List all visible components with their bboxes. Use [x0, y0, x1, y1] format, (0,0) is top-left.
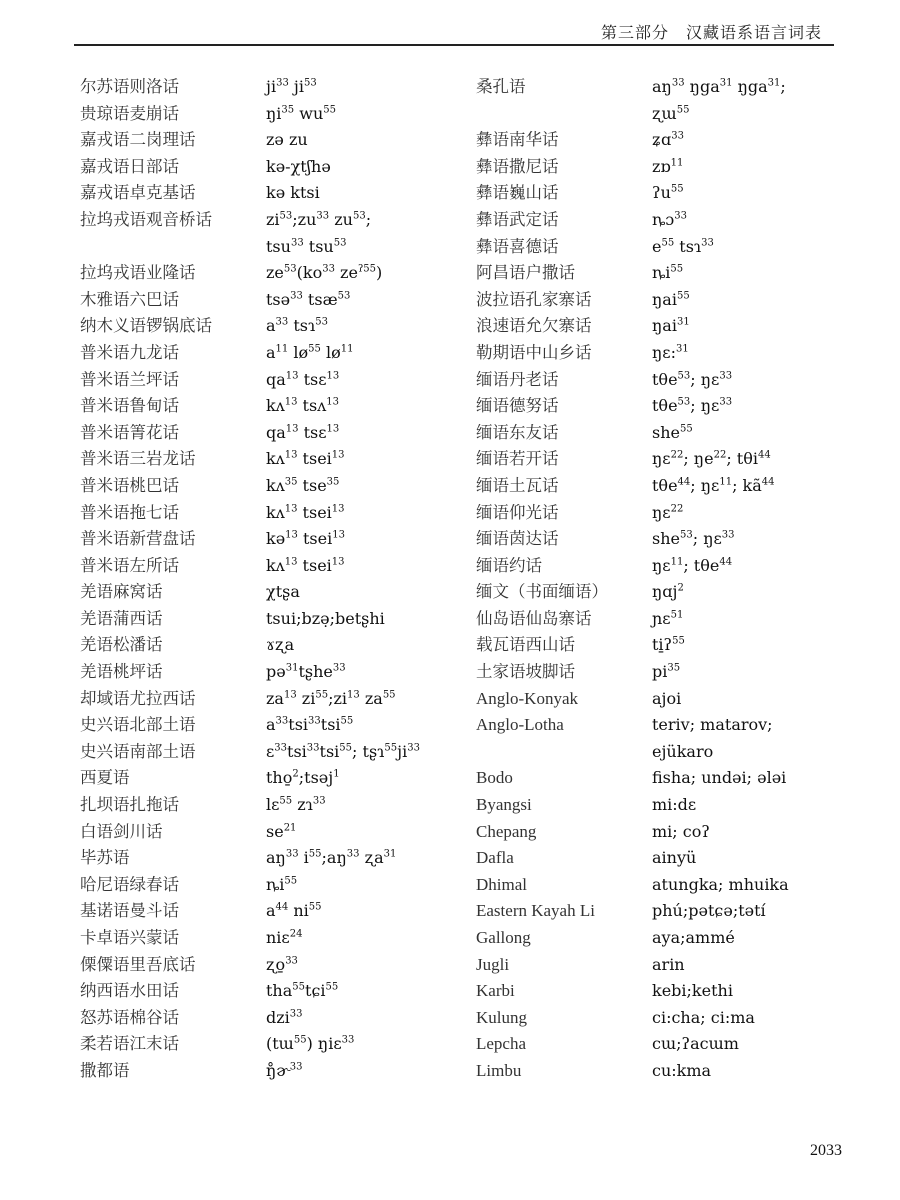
- word-form: ɛ$^{33}$tsi$^{33}$tsi$^{55}$; $tʂɿ^{55}ji^{33}$: [266, 741, 420, 761]
- word-form: kʌ$^{13}$ tsei$^{13}$: [266, 502, 345, 522]
- word-form: fisha; undəi; ələi: [652, 768, 787, 788]
- language-name: Lepcha: [476, 1034, 527, 1054]
- word-form: ȵɔ$^{33}$: [652, 209, 687, 229]
- word-form: zə zu: [266, 130, 308, 150]
- language-name: 普米语九龙话: [80, 342, 179, 362]
- word-form: $ȵi^{55}$: [266, 874, 298, 894]
- word-form: $aŋ^{33}$ ŋga$^{31}$ ŋga$^{31}$;: [652, 77, 786, 96]
- word-form: mi:dɛ: [652, 795, 697, 815]
- word-form: tsui;bzə̣;betʂhi: [266, 608, 385, 628]
- word-form: ŋɛ:$^{31}$: [652, 342, 689, 362]
- word-form: pə$^{31}$tʂhe$^{33}$: [266, 662, 346, 682]
- word-form: $aŋ^{33}$ $i^{55};aŋ^{33}$ ʐa$^{31}$: [266, 848, 397, 868]
- language-name: 羌语蒲西话: [80, 608, 163, 628]
- word-form: dzi$^{33}$: [266, 1007, 303, 1027]
- language-name: 载瓦语西山话: [476, 635, 575, 655]
- language-name: 缅语土瓦话: [476, 475, 559, 495]
- language-name: 彝语武定话: [476, 209, 559, 229]
- language-name: 普米语兰坪话: [80, 369, 179, 389]
- word-form: ŋai$^{31}$: [652, 316, 690, 336]
- language-name: 阿昌语户撒话: [476, 263, 575, 283]
- word-form: $a^{11}$ $lø^{55}$ $lø^{11}$: [266, 342, 354, 362]
- language-name: Anglo-Lotha: [476, 715, 564, 735]
- language-name: Chepang: [476, 821, 537, 841]
- language-name: Eastern Kayah Li: [476, 901, 595, 921]
- language-name: Byangsi: [476, 795, 532, 815]
- language-name: 缅语约话: [476, 555, 542, 575]
- word-form: ainyü: [652, 848, 697, 868]
- word-form: $a^{33}tsi^{33}tsi^{55}$: [266, 715, 354, 735]
- word-form: ŋɛ$^{11}$; tθe$^{44}$: [652, 555, 733, 575]
- language-name: 缅文（书面缅语）: [476, 582, 608, 602]
- language-name: Bodo: [476, 768, 513, 788]
- word-form: kə-χtʃhə: [266, 156, 331, 176]
- language-name: 柔若语江末话: [80, 1034, 179, 1054]
- language-name: 波拉语孔家寨话: [476, 289, 592, 309]
- word-form: ŋɛ$^{22}$: [652, 502, 684, 522]
- word-form: $e^{55}$ tsɿ$^{33}$: [652, 236, 714, 256]
- word-form: arin: [652, 954, 685, 974]
- language-name: 扎坝语扎拖话: [80, 795, 179, 815]
- language-name: 纳西语水田话: [80, 981, 179, 1001]
- language-name: Anglo-Konyak: [476, 688, 578, 708]
- word-form: (tɯ$^{55}$) ŋiɛ$^{33}$: [266, 1034, 355, 1054]
- language-name: 彝语南华话: [476, 130, 559, 150]
- word-form: $qa^{13}$ tsɛ$^{13}$: [266, 369, 340, 389]
- language-name: Dhimal: [476, 874, 527, 894]
- word-form: kə$^{13}$ tsei$^{13}$: [266, 529, 345, 549]
- word-form: $a^{44}$ $ni^{55}$: [266, 901, 322, 921]
- word-form: $se^{21}$: [266, 821, 297, 841]
- running-header: 第三部分 汉藏语系语言词表: [600, 23, 822, 42]
- word-form: $ze^{53}(ko^{33}$ $ze^{ʔ55}$): [266, 263, 383, 283]
- language-name: 勒期语中山乡话: [476, 342, 592, 362]
- word-form: tθe$^{53}$; ŋɛ$^{33}$: [652, 396, 733, 416]
- language-name: 普米语左所话: [80, 555, 179, 575]
- word-form: kʌ$^{13}$ tsei$^{13}$: [266, 555, 345, 575]
- word-form: ʐo̱$^{33}$: [266, 954, 298, 974]
- word-form: ti̱ʔ$^{55}$: [652, 635, 685, 655]
- language-name: 浪速语允欠寨话: [476, 316, 592, 336]
- word-form: tsu$^{33}$ tsu$^{53}$: [266, 236, 347, 256]
- word-form: ŋɑj$^2$: [652, 582, 684, 602]
- language-name: 缅语若开话: [476, 449, 559, 469]
- word-form: kʌ$^{35}$ tse$^{35}$: [266, 475, 340, 495]
- language-name: 彝语喜德话: [476, 236, 559, 256]
- language-name: 缅语东友话: [476, 422, 559, 442]
- word-form: ejükaro: [652, 741, 714, 761]
- language-name: Dafla: [476, 848, 514, 868]
- language-name: 桑孔语: [476, 77, 526, 96]
- language-name: Jugli: [476, 954, 510, 974]
- word-form: $a^{33}$ tsɿ$^{53}$: [266, 316, 328, 336]
- word-form: ʑɑ$^{33}$: [652, 130, 684, 150]
- word-form: $ji^{33}$ $ji^{53}$: [266, 77, 317, 96]
- language-name: 嘉戎语日部话: [80, 156, 179, 176]
- word-form: phú;pətɕə;tətí: [652, 901, 766, 921]
- language-name: 普米语三岩龙话: [80, 449, 196, 469]
- word-form: kebi;kethi: [652, 981, 733, 1001]
- language-name: 缅语茵达话: [476, 529, 559, 549]
- language-name: 木雅语六巴话: [80, 289, 179, 309]
- language-name: 普米语拖七话: [80, 502, 179, 522]
- word-form: ʐɯ$^{55}$: [652, 103, 690, 123]
- language-name: 白语剑川话: [80, 821, 163, 841]
- language-name: 普米语桃巴话: [80, 475, 179, 495]
- word-form: she$^{53}$; ŋɛ$^{33}$: [652, 529, 735, 549]
- word-form: $ȵi^{55}$: [652, 263, 684, 283]
- word-form: aya;ammé: [652, 928, 735, 947]
- language-name: 羌语松潘话: [80, 635, 163, 655]
- language-name: 怒苏语棉谷话: [80, 1007, 179, 1027]
- language-name: 毕苏语: [80, 848, 130, 868]
- language-name: 彝语撒尼话: [476, 156, 559, 176]
- language-name: 嘉戎语二岗理话: [80, 130, 196, 150]
- page-number: 2033: [810, 1142, 842, 1159]
- word-form: lɛ$^{55}$ zɿ$^{33}$: [266, 795, 326, 815]
- word-form: ci:cha; ci:ma: [652, 1007, 755, 1027]
- language-name: 普米语箐花话: [80, 422, 179, 442]
- language-name: 羌语麻窝话: [80, 582, 163, 602]
- language-name: Gallong: [476, 928, 531, 947]
- word-form: mi; coʔ: [652, 821, 710, 841]
- word-form: kʌ$^{13}$ tsʌ$^{13}$: [266, 396, 339, 416]
- language-name: 缅语仰光话: [476, 502, 559, 522]
- word-form: tha$^{55}$tɕi$^{55}$: [266, 981, 339, 1001]
- language-name: 彝语巍山话: [476, 183, 559, 203]
- language-name: 哈尼语绿春话: [80, 874, 179, 894]
- language-name: 土家语坡脚话: [476, 662, 575, 682]
- language-name: 基诺语曼斗话: [80, 901, 179, 921]
- word-form: niɛ$^{24}$: [266, 928, 303, 947]
- word-form: $za^{13}$ $zi^{55};zi^{13}$ $za^{55}$: [266, 688, 396, 708]
- word-form: χtʂa: [266, 582, 300, 602]
- word-form: $ŋi^{35}$ $wu^{55}$: [266, 103, 336, 123]
- word-form: $zi^{53};zu^{33}$ $zu^{53}$;: [266, 209, 372, 229]
- word-form: teriv; matarov;: [652, 715, 773, 735]
- word-form: ajoi: [652, 688, 682, 708]
- word-form: atungka; mhuika: [652, 874, 789, 894]
- language-name: 却域语尤拉西话: [80, 688, 196, 708]
- language-name: 拉坞戎语业隆话: [80, 263, 196, 283]
- word-form: tho̱$^2$;tsəj$^1$: [266, 768, 340, 788]
- language-name: 纳木义语锣锅底话: [80, 316, 212, 336]
- language-name: 史兴语南部土语: [80, 741, 196, 761]
- word-form: she$^{55}$: [652, 422, 693, 442]
- language-name: 羌语桃坪话: [80, 662, 163, 682]
- word-form: tθe$^{44}$; ŋɛ$^{11}$; $kã^{44}$: [652, 475, 775, 495]
- word-form: ɲɛ$^{51}$: [652, 608, 684, 628]
- word-form: ŋ̊ɚ$^{33}$: [266, 1060, 303, 1080]
- language-name: 撒都语: [80, 1060, 130, 1080]
- word-form: ŋai$^{55}$: [652, 289, 690, 309]
- language-name: Karbi: [476, 981, 515, 1001]
- language-name: 贵琼语麦崩话: [80, 103, 179, 123]
- language-name: 西夏语: [80, 768, 130, 788]
- language-name: 卡卓语兴蒙话: [80, 928, 179, 947]
- language-name: 史兴语北部土语: [80, 715, 196, 735]
- word-form: zɒ$^{11}$: [652, 156, 684, 176]
- language-name: 尔苏语则洛话: [80, 77, 179, 96]
- word-form: ŋɛ$^{22}$; $ŋe^{22}$; tθi$^{44}$: [652, 449, 771, 469]
- word-form: cɯ;ʔacɯm: [652, 1034, 739, 1054]
- word-form: tsə$^{33}$ tsæ$^{53}$: [266, 289, 351, 309]
- language-name: 傈僳语里吾底话: [80, 954, 196, 974]
- header-rule: [74, 44, 834, 46]
- language-name: Kulung: [476, 1007, 527, 1027]
- word-form: cu:kma: [652, 1060, 712, 1080]
- language-name: 普米语新营盘话: [80, 529, 196, 549]
- language-name: 缅语丹老话: [476, 369, 559, 389]
- word-form: $qa^{13}$ tsɛ$^{13}$: [266, 422, 340, 442]
- word-form: tθe$^{53}$; ŋɛ$^{33}$: [652, 369, 733, 389]
- word-form: kʌ$^{13}$ tsei$^{13}$: [266, 449, 345, 469]
- language-name: 仙岛语仙岛寨话: [476, 608, 592, 628]
- word-form: ʔu$^{55}$: [652, 183, 684, 203]
- language-name: 拉坞戎语观音桥话: [80, 209, 212, 229]
- language-name: 缅语德努话: [476, 396, 559, 416]
- language-name: 普米语鲁甸话: [80, 396, 179, 416]
- word-form: $pi^{35}$: [652, 662, 681, 682]
- language-name: 嘉戎语卓克基话: [80, 183, 196, 203]
- language-name: Limbu: [476, 1060, 522, 1080]
- word-form: ɤʐa: [266, 635, 295, 655]
- word-form: kə ktsi: [266, 183, 320, 203]
